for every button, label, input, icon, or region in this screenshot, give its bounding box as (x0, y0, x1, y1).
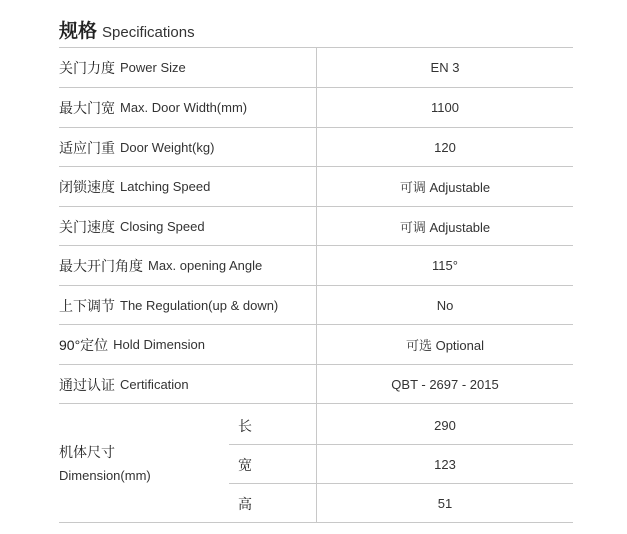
spec-label-zh: 通过认证 (59, 376, 115, 393)
spec-label-en: Hold Dimension (113, 337, 205, 352)
spec-row-label (59, 246, 316, 285)
spec-row-label (59, 365, 316, 404)
spec-label-en: Latching Speed (120, 179, 211, 194)
spec-label-zh: 关门速度 (59, 218, 115, 235)
dimension-label-en: Dimension(mm) (59, 468, 151, 483)
spec-row-closing-speed (59, 207, 573, 246)
spec-row-hold-dimension (59, 325, 573, 364)
dimension-length-row (59, 406, 573, 445)
table-bottom-rule (59, 522, 573, 523)
spec-row-value: 115° (432, 258, 458, 273)
spec-row-value: QBT - 2697 - 2015 (391, 377, 499, 392)
spec-row-value: 可调 Adjustable (399, 220, 491, 235)
spec-label-en: Door Weight(kg) (120, 140, 215, 155)
dimension-length-label: 长 (238, 417, 252, 434)
dimension-length-value: 290 (434, 418, 456, 433)
spec-row-regulation (59, 286, 573, 325)
spec-row-value: 120 (434, 140, 456, 155)
dimension-width-value: 123 (434, 457, 456, 472)
spec-label-zh: 上下调节 (59, 297, 115, 314)
spec-row-dimension (59, 404, 573, 522)
spec-label-en: Power Size (120, 60, 186, 75)
spec-row-label (59, 128, 316, 167)
dimension-width-row (59, 445, 573, 484)
dimension-height-value: 51 (437, 496, 453, 511)
spec-row-value: 可调 Adjustable (399, 180, 491, 195)
dimension-width-label: 宽 (238, 456, 252, 473)
spec-row-label (59, 286, 316, 325)
spec-row-value: 1100 (431, 100, 459, 115)
spec-label-en: Max. Door Width(mm) (120, 100, 248, 115)
spec-heading-en: Specifications (102, 24, 195, 41)
dimension-label-zh: 机体尺寸 (59, 444, 115, 460)
spec-label-zh: 最大门宽 (59, 99, 115, 116)
spec-label-en: Max. opening Angle (148, 258, 263, 273)
spec-label-zh: 90°定位 (59, 336, 109, 353)
spec-label-en: Certification (120, 377, 189, 392)
spec-label-zh: 适应门重 (59, 139, 115, 156)
spec-heading-zh: 规格 (59, 21, 98, 42)
spec-row-label (59, 167, 316, 206)
spec-row-door-width (59, 88, 573, 127)
dimension-height-label: 高 (238, 495, 252, 512)
spec-row-power-size (59, 48, 573, 87)
spec-row-door-weight (59, 128, 573, 167)
spec-row-label (59, 325, 316, 364)
spec-heading (59, 16, 195, 42)
spec-row-value: No (436, 298, 454, 313)
spec-row-label (59, 88, 316, 127)
spec-row-label (59, 207, 316, 246)
spec-label-en: Closing Speed (120, 219, 205, 234)
spec-row-value: 可选 Optional (405, 338, 485, 353)
dimension-height-row (59, 484, 573, 523)
spec-row-value: EN 3 (430, 60, 460, 75)
spec-row-latching-speed (59, 167, 573, 206)
spec-row-opening-angle (59, 246, 573, 285)
spec-label-zh: 最大开门角度 (59, 257, 143, 274)
spec-row-label (59, 48, 316, 87)
spec-label-zh: 关门力度 (59, 59, 115, 76)
spec-row-certification (59, 365, 573, 404)
spec-label-zh: 闭锁速度 (59, 178, 115, 195)
spec-label-en: The Regulation(up & down) (120, 298, 279, 313)
